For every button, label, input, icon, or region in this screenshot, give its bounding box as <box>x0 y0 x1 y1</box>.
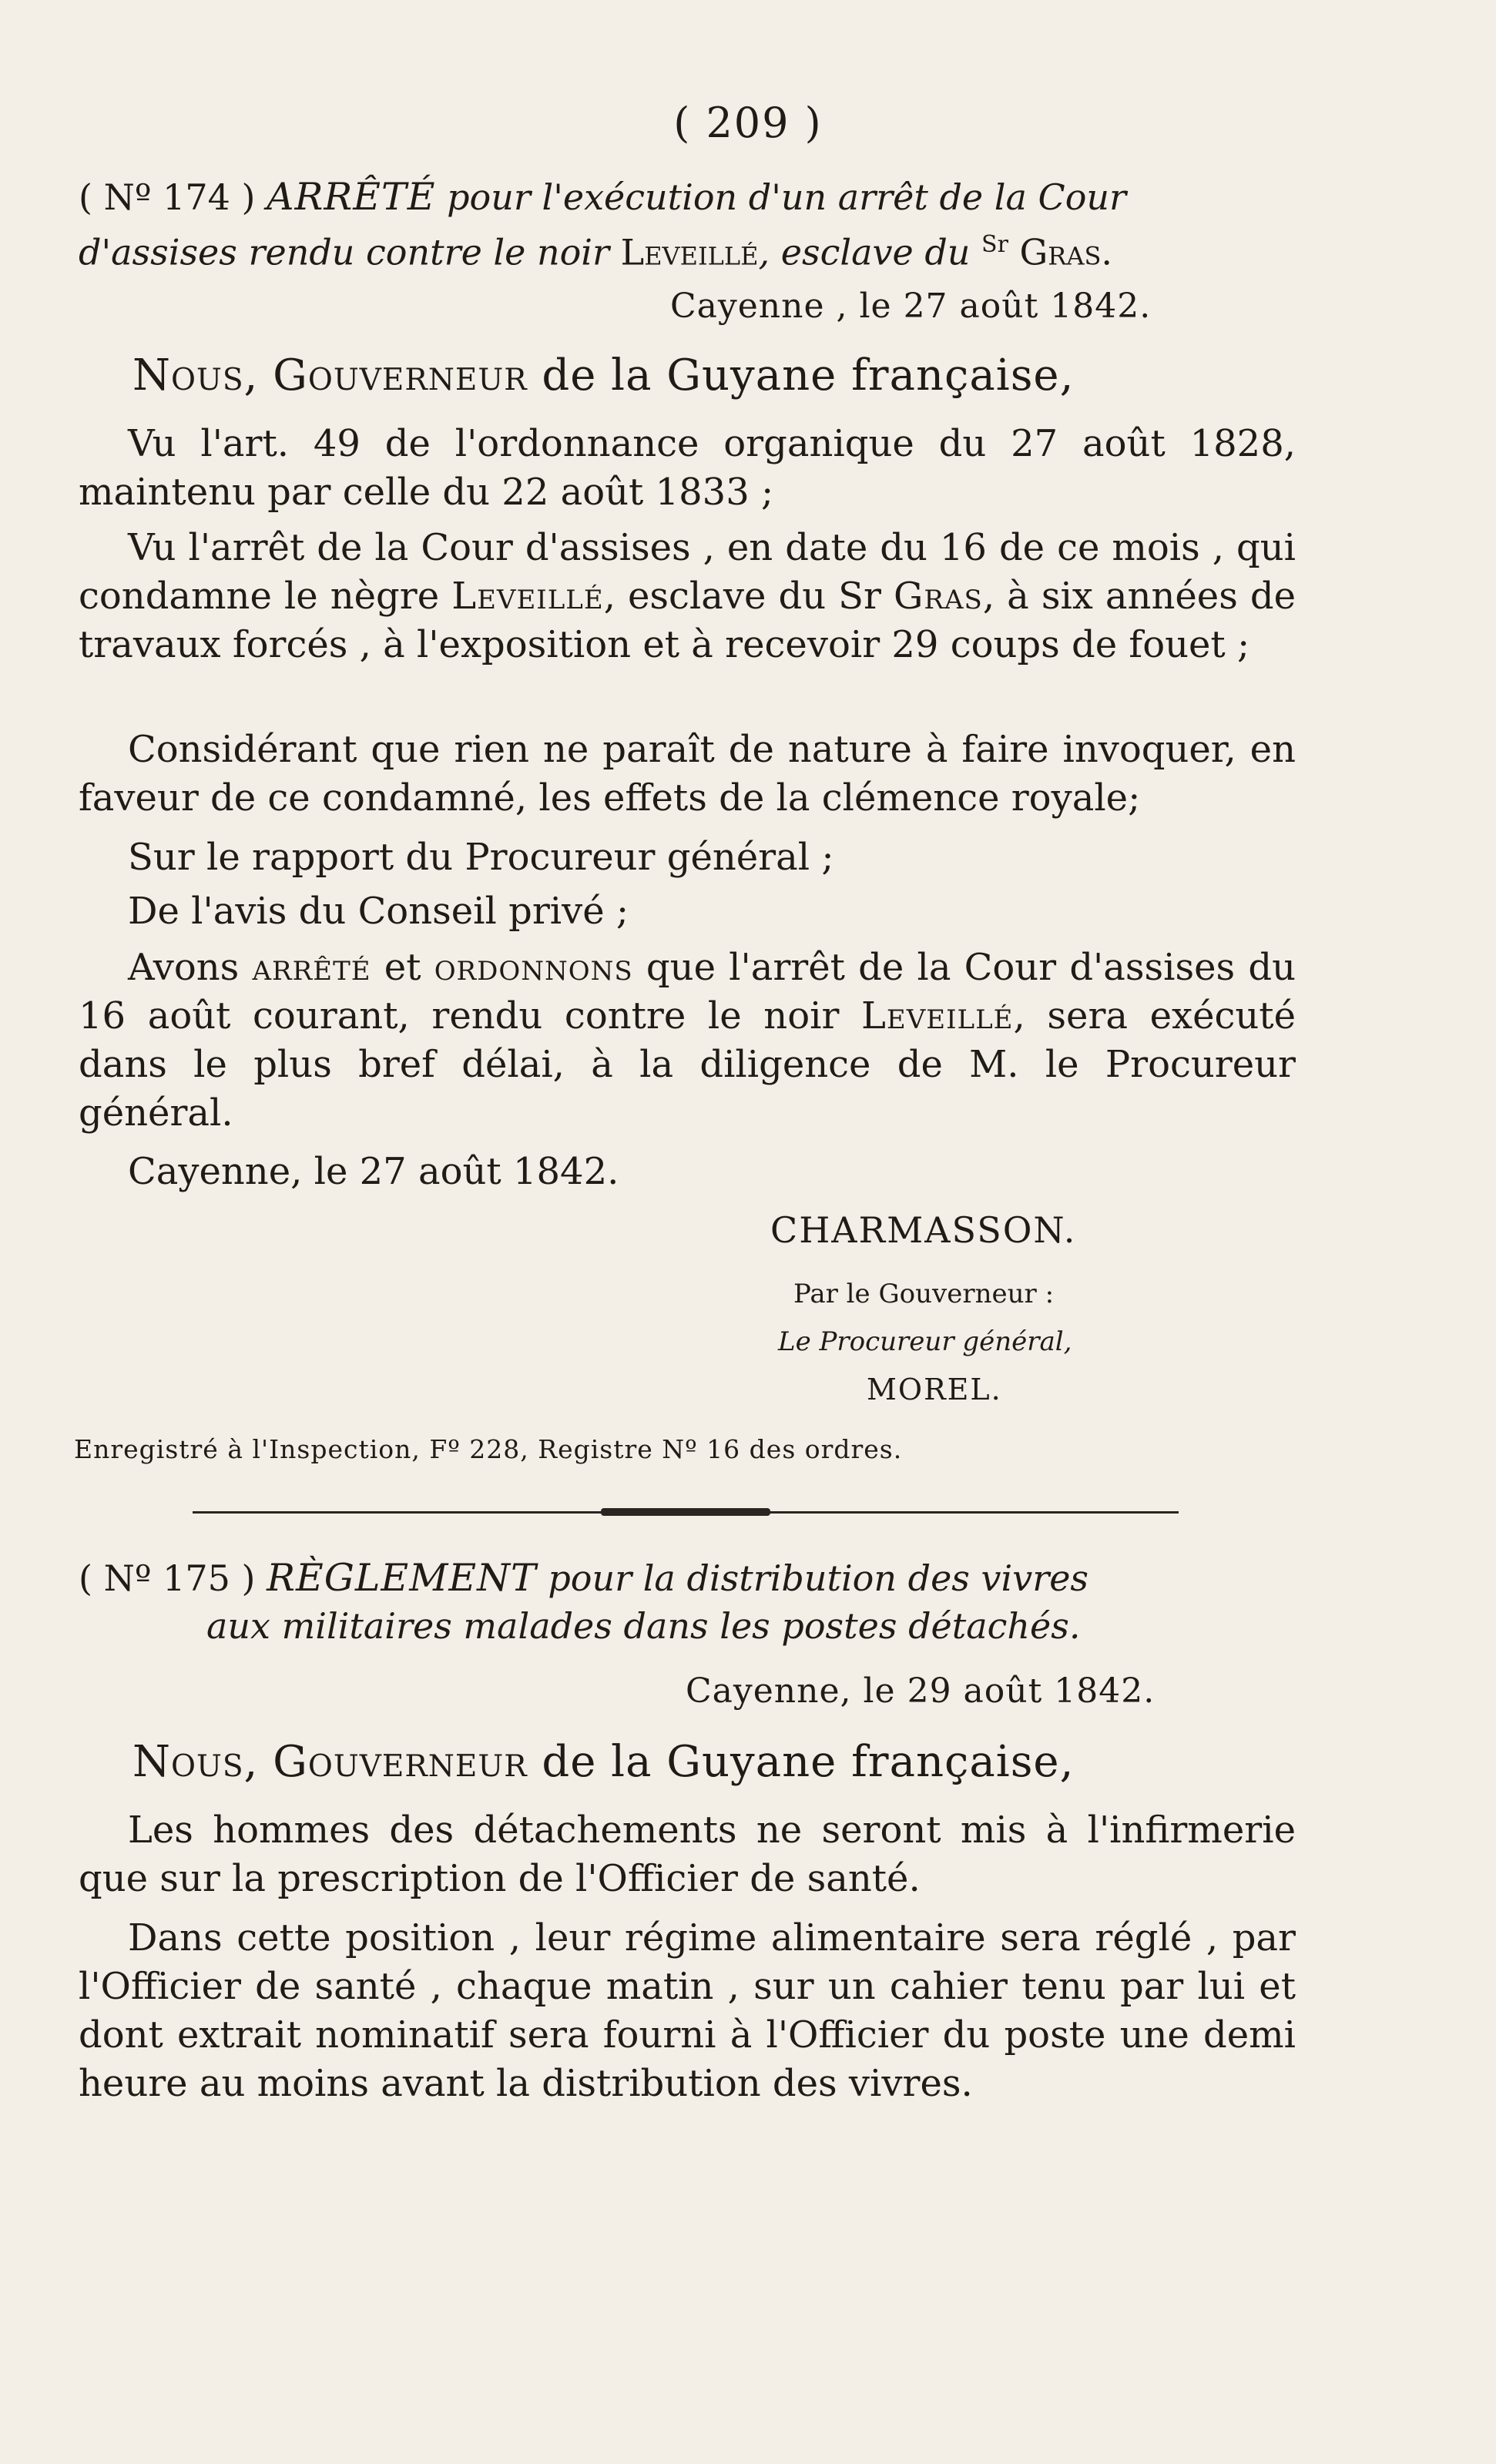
decree-174-para-5: De l'avis du Conseil privé ; <box>128 890 629 933</box>
decree-175-preamble: Nous, Gouverneur de la Guyane française, <box>132 1737 1075 1787</box>
decree-174-type: ARRÊTÉ <box>267 175 436 219</box>
decree-175-title: ( Nº 175 ) RÈGLEMENT pour la distribution des vivres aux militaires malades dans les postes détachés. <box>79 1556 1089 1647</box>
decree-175-para-2: Dans cette position , leur régime alimentaire sera réglé , par l'Officier de santé , chaque matin , sur un cahier tenu par lui et dont extrait nominatif sera fourni à l'Officier du poste une demi heure au moins avant la distribution des vivres. <box>79 1916 1296 2105</box>
decree-174-number: ( Nº 174 ) <box>79 176 256 218</box>
decree-174-preamble: Nous, Gouverneur de la Guyane française, <box>132 350 1075 401</box>
procureur-signature: MOREL. <box>867 1373 1002 1406</box>
procureur-title: Le Procureur général, <box>778 1326 1072 1357</box>
decree-174-para-6: Avons arrêté et ordonnons que l'arrêt de la Cour d'assises du 16 août courant, rendu contre le noir Leveillé, sera exécuté dans le plus bref délai, à la diligence de M. le Procureur général. <box>79 946 1296 1135</box>
decree-174-para-2: Vu l'arrêt de la Cour d'assises , en date du 16 de ce mois , qui condamne le nègre Leveillé, esclave du Sr Gras, à six années de travaux forcés , à l'exposition et à recevoir 29 coups de fouet ; <box>79 526 1296 666</box>
decree-175-date: Cayenne, le 29 août 1842. <box>686 1671 1156 1711</box>
decree-174-date: Cayenne , le 27 août 1842. <box>670 287 1152 326</box>
decree-174-para-3: Considérant que rien ne paraît de nature à faire invoquer, en faveur de ce condamné, les effets de la clémence royale; <box>79 728 1296 820</box>
decree-174-para-4: Sur le rapport du Procureur général ; <box>128 836 834 879</box>
decree-174-closing-date: Cayenne, le 27 août 1842. <box>128 1150 619 1193</box>
decree-175-para-1: Les hommes des détachements ne seront mis à l'infirmerie que sur la prescription de l'Officier de santé. <box>79 1809 1296 1900</box>
decree-175-number: ( Nº 175 ) <box>79 1557 256 1599</box>
divider-ornament <box>601 1508 770 1516</box>
decree-174-title: ( Nº 174 ) ARRÊTÉ pour l'exécution d'un arrêt de la Cour d'assises rendu contre le noir Leveillé, esclave du $^{Sr}$ Gras. <box>79 175 1127 273</box>
decree-174-para-1: Vu l'art. 49 de l'ordonnance organique du 27 août 1828, maintenu par celle du 22 août 1833 ; <box>79 422 1296 514</box>
registration-note: Enregistré à l'Inspection, Fº 228, Registre Nº 16 des ordres. <box>74 1434 903 1464</box>
decree-175-type: RÈGLEMENT <box>267 1556 537 1600</box>
governor-signature: CHARMASSON. <box>770 1209 1077 1251</box>
par-le-gouverneur: Par le Gouverneur : <box>793 1279 1055 1309</box>
page-number: ( 209 ) <box>673 99 823 147</box>
